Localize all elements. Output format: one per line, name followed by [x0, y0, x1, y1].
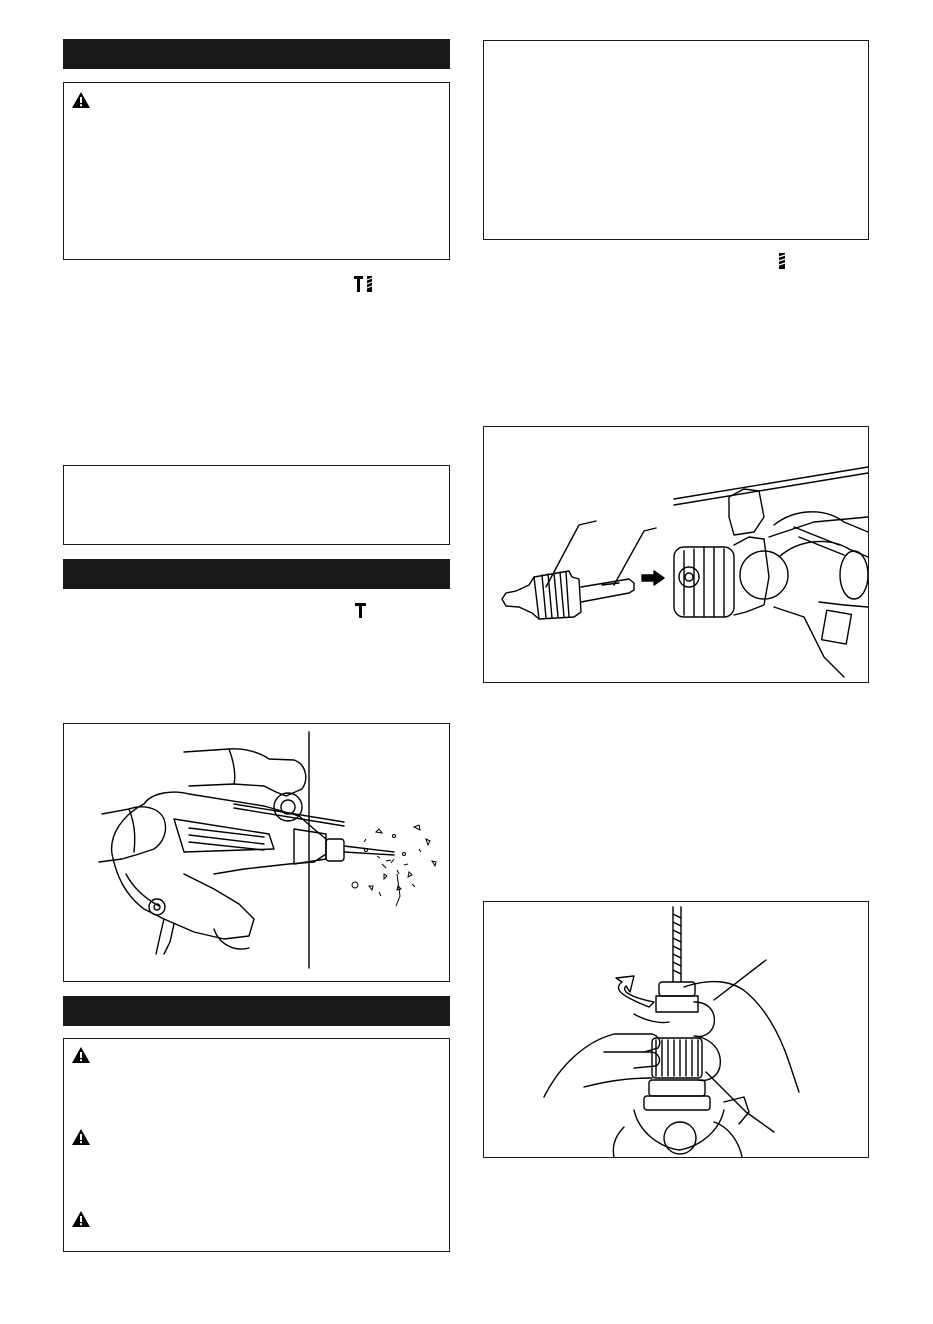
section-header-bar-1: [63, 39, 450, 69]
warning-triangle-icon: [72, 1129, 90, 1145]
hammer-mode-icon: [355, 602, 367, 620]
drill-chuck-assembly-illustration: [484, 427, 868, 682]
note-box-2: [483, 40, 869, 240]
hammer-chiseling-illustration: [64, 724, 449, 981]
section-header-bar-2: [63, 559, 450, 589]
warning-box-2: [63, 1038, 450, 1252]
warning-triangle-icon: [72, 1211, 90, 1227]
drill-mode-icon: [777, 253, 787, 269]
figure-chiseling: [63, 723, 450, 982]
warning-triangle-icon: [72, 92, 90, 108]
hammer-drill-mode-icon: [354, 275, 376, 293]
section-header-bar-3: [63, 996, 450, 1026]
warning-box-1: [63, 82, 450, 260]
figure-chuck-tightening: [483, 901, 869, 1158]
note-box-1: [63, 465, 450, 545]
chuck-tightening-hands-illustration: [484, 902, 868, 1157]
warning-triangle-icon: [72, 1047, 90, 1063]
figure-chuck-assembly: [483, 426, 869, 683]
